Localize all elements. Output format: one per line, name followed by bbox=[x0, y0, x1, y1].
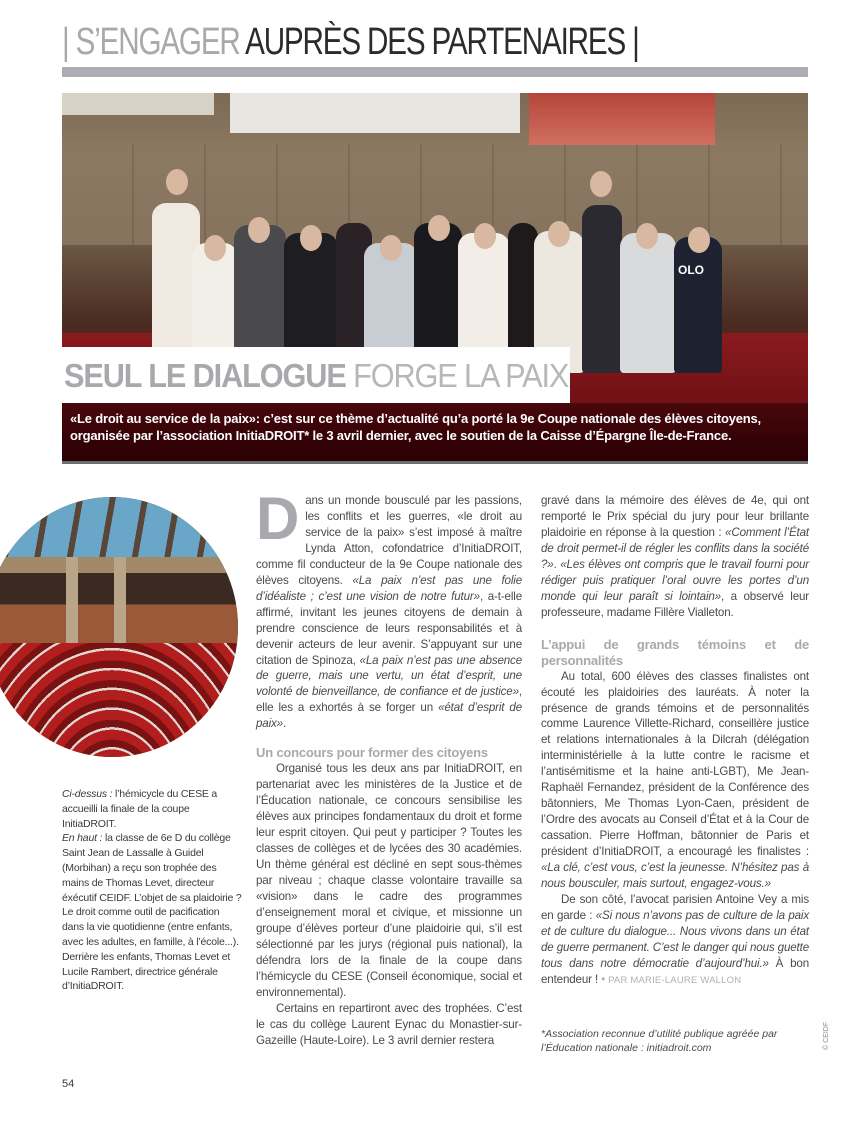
headline-bold: SEUL LE DIALOGUE bbox=[64, 357, 346, 394]
text: . bbox=[553, 557, 561, 571]
paragraph bbox=[541, 669, 809, 892]
quote: «état d’esprit de paix» bbox=[256, 701, 522, 731]
byline-bullet: • bbox=[601, 972, 606, 986]
hemicycle-photo bbox=[0, 497, 238, 757]
student-polo bbox=[674, 237, 722, 373]
text: À bon entendeur ! bbox=[541, 956, 809, 986]
paragraph: Organisé tous les deux ans par InitiaDROIT, en partenariat avec les ministères de la Justice et de l’Éducation nationale, ce concours sensibilise les élèves aux principes fondamentaux du droit et forme leur esprit citoyen. Qui peut y participer ? Toutes les classes de collèges et de lycées des 30 académies. Un thème général est décliné en sept sous-thèmes par niveau ; chaque classe volontaire travaille sa «vision» dans le cadre des programmes d’enseignement moral et civique, et missionne un groupe d’élèves porteur d’une plaidoirie qui, s’il est sélectionné par les jurys (régional puis national), la défendra lors de la finale de la coupe dans l’hémicycle du CESE (Conseil économique, social et environnemental). bbox=[256, 762, 522, 999]
rubric-title: AUPRÈS DES PARTENAIRES | bbox=[245, 21, 639, 63]
student-head bbox=[688, 227, 710, 253]
article-column-2 bbox=[541, 493, 809, 989]
text: Au total, 600 élèves des classes finalistes ont écouté les plaidoiries des lauréats. À noter la présence de grands témoins et de personnalités comme Laurence Villette-Richard, conseillère justice et relations internationales à la Dilcrah (délégation interministérielle à la lutte contre le racisme et l’antisémitisme et la haine anti-LGBT), Me Jean-Raphaël Fernandez, président de la Conférence des bâtonniers, Me Thomas Lyon-Caen, président de l’Ordre des avocats au Conseil d’État et à la Cour de cassation. Pierre Hoffman, bâtonnier de Paris et président d’InitiaDROIT, a encouragé les finalistes : bbox=[541, 669, 809, 859]
quote: «Si nous n’avons pas de culture de la paix et de culture du dialogue... Nous vivons dans un état de guerre permanent. C’est le danger qui nous guette tous dans notre démocratie d’aujourd’hui.» bbox=[541, 908, 809, 970]
glass-roof bbox=[0, 497, 238, 557]
caption-text-top: la classe de 6e D du collège Saint Jean de Lassalle à Guidel (Morbihan) a reçu son trophée des mains de Thomas Levet, directeur éxécutif CEIDF. L’objet de sa plaidoirie ? Le droit comme outil de pacification dans la vie quotidienne (entre enfants, avec les adultes, en famille, à l’école...). Derrière les enfants, Thomas Levet et Lucile Rambert, directrice générale d’InitiaDROIT. bbox=[62, 832, 242, 993]
projection-screen-right bbox=[529, 93, 715, 145]
adult-head bbox=[590, 171, 612, 197]
student-group bbox=[152, 173, 722, 373]
caption-text-above: l’hémicycle du CESE a accueilli la finale de la coupe InitiaDROIT. bbox=[62, 788, 218, 830]
projection-screen-left bbox=[62, 93, 214, 115]
byline: PAR MARIE-LAURE WALLON bbox=[608, 974, 742, 986]
section-rubric bbox=[62, 18, 639, 66]
article-headline bbox=[64, 356, 568, 396]
text: , elle les a exhortés à se forger un bbox=[256, 685, 522, 715]
student-head bbox=[248, 217, 270, 243]
article-column-1 bbox=[256, 485, 523, 1048]
text: , a-t-elle affirmé, invitant les jeunes citoyens de demain à prendre conscience de leurs responsabilités et à devenir acteurs de leur avenir. S’appuyant sur une citation de Spinoza, bbox=[256, 589, 522, 667]
subhead-concours: Un concours pour former des citoyens bbox=[256, 745, 488, 761]
paragraph-continued bbox=[541, 493, 809, 621]
student-head bbox=[300, 225, 322, 251]
quote: «Comment l’État de droit permet-il de régler les conflits dans la société ?» bbox=[541, 525, 809, 571]
footnote: *Association reconnue d’utilité publique agréée par l’Éducation nationale : initiadroit.com bbox=[541, 1028, 778, 1054]
projection-screen-center bbox=[230, 93, 520, 133]
seating-rows bbox=[0, 643, 238, 757]
hero-bottom-rule bbox=[62, 461, 808, 464]
text: . bbox=[282, 717, 287, 731]
student-head bbox=[380, 235, 402, 261]
adult bbox=[582, 205, 622, 373]
subhead-temoins: L’appui de grands témoins et de personnalités bbox=[541, 636, 809, 668]
text: gravé dans la mémoire des élèves de 4e, qui ont remporté le Prix spécial du jury pour leur brillante plaidoirie en réponse à la question : bbox=[541, 494, 809, 539]
quote: «La paix n’est pas une folie d’idéaliste ; c’est une vision de notre futur» bbox=[256, 573, 522, 603]
headline-light: FORGE LA PAIX bbox=[353, 357, 569, 394]
text: ans un monde bousculé par les passions, les conflits et les guerres, «le droit au service de la paix» s’est imposé à maître Lynda Atton, cofondatrice d’InitiaDROIT, comme fil conducteur de la 9e Coupe nationale des élèves citoyens. bbox=[256, 494, 522, 587]
rubric-underline-bar bbox=[62, 67, 808, 77]
quote: «Les élèves ont compris que le travail fourni pour rédiger puis pratiquer l’oral ouvre les portes d’un monde qui leur paraît si lointain» bbox=[541, 557, 809, 603]
lead-paragraph bbox=[256, 485, 523, 732]
photo-credit: © CEIDF bbox=[823, 1021, 830, 1050]
standfirst: «Le droit au service de la paix»: c’est sur ce thème d’actualité qu’a porté la 9e Coupe nationale des élèves citoyens, organisée par l’association InitiaDROIT* le 3 avril dernier, avec le soutien de la Caisse d’Épargne Île-de-France. bbox=[70, 411, 761, 443]
paragraph bbox=[541, 892, 809, 989]
student-head bbox=[204, 235, 226, 261]
caption-label-top: En haut : bbox=[62, 832, 103, 845]
text: De son côté, l’avocat parisien Antoine Vey a mis en garde : bbox=[541, 892, 809, 922]
quote: «La paix n’est pas une absence de guerre, mais une vertu, un état d’esprit, une volonté de bienveillance, de confiance et de justice» bbox=[256, 653, 523, 699]
quote: «La clé, c’est vous, c’est la jeunesse. N’hésitez pas à nous bousculer, mais surtout, engagez-vous.» bbox=[541, 861, 809, 891]
rubric-prefix: | S’ENGAGER bbox=[62, 21, 240, 63]
photo-caption bbox=[62, 787, 242, 994]
text: , a observé leur professeure, madame Fillère Vialleton. bbox=[541, 589, 810, 619]
student bbox=[620, 233, 676, 373]
student-head bbox=[428, 215, 450, 241]
caption-label-above: Ci-dessus : bbox=[62, 788, 113, 800]
student-head bbox=[474, 223, 496, 249]
student-head bbox=[548, 221, 570, 247]
student-head bbox=[636, 223, 658, 249]
paragraph-continues: Certains en repartiront avec des trophées. C’est le cas du collège Laurent Eynac du Monastier-sur-Gazeille (Haute-Loire). Le 3 avril dernier restera bbox=[256, 1001, 522, 1047]
jersey-text: OLO bbox=[678, 263, 704, 277]
student-head bbox=[166, 169, 188, 195]
drop-cap: D bbox=[256, 485, 300, 552]
page-number: 54 bbox=[62, 1078, 75, 1090]
